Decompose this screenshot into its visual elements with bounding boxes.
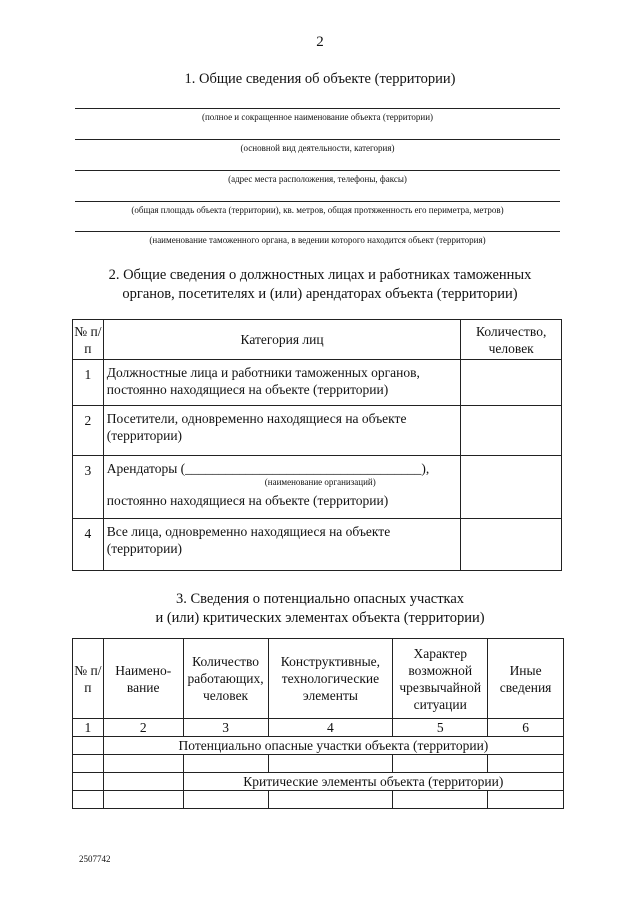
field-caption-3: (адрес места расположения, телефоны, факсы)	[228, 174, 407, 184]
header-name: Наимено-вание	[103, 639, 183, 719]
row-num: 3	[73, 456, 104, 519]
table-row	[73, 406, 562, 456]
header-emergency: Характер возможной чрезвычайной ситуации	[393, 639, 488, 719]
page-number: 2	[316, 34, 324, 50]
column-number: 1	[73, 719, 104, 737]
column-number: 6	[488, 719, 564, 737]
subheader-hazard-areas: Потенциально опасные участки объекта (территории)	[103, 737, 563, 755]
tenants-blank[interactable]: ___________________________________	[185, 461, 422, 476]
hazard-table	[72, 638, 564, 809]
field-caption-5: (наименование таможенного органа, в ведении которого находится объект (территория)	[149, 235, 486, 245]
column-number: 2	[103, 719, 183, 737]
header-elements: Конструктивные, технологические элементы	[268, 639, 393, 719]
field-line-4[interactable]	[75, 201, 560, 202]
tenants-line2: постоянно находящиеся на объекте (территории)	[106, 493, 389, 508]
column-number: 3	[183, 719, 268, 737]
field-line-5[interactable]	[75, 231, 560, 232]
header-category: Категория лиц	[103, 320, 461, 360]
row-num: 4	[73, 519, 104, 571]
section2-title-line2: органов, посетителях и (или) арендаторах объекта (территории)	[122, 286, 518, 302]
persons-table	[72, 319, 562, 571]
header-count: Количество, человек	[461, 320, 562, 360]
field-line-3[interactable]	[75, 170, 560, 171]
column-number: 4	[268, 719, 393, 737]
section3-title-line1: 3. Сведения о потенциально опасных участках	[175, 591, 465, 607]
table-row	[73, 456, 562, 519]
table-row[interactable]	[73, 791, 564, 809]
count-cell[interactable]	[461, 360, 562, 406]
count-cell[interactable]	[461, 406, 562, 456]
header-workers: Количество работающих, человек	[183, 639, 268, 719]
field-line-1[interactable]	[75, 108, 560, 109]
field-line-2[interactable]	[75, 139, 560, 140]
header-num: № п/п	[73, 639, 104, 719]
field-caption-4: (общая площадь объекта (территории), кв. метров, общая протяженность его периметра, метров)	[131, 205, 504, 215]
header-num: № п/п	[73, 320, 104, 360]
subheader-critical-elements: Критические элементы объекта (территории)	[183, 773, 563, 791]
table-row[interactable]	[73, 755, 564, 773]
section1-title: 1. Общие сведения об объекте (территории)	[184, 71, 456, 87]
tenants-close: ),	[421, 461, 430, 476]
row-category: Все лица, одновременно находящиеся на объекте (территории)	[103, 519, 461, 571]
row-category: Должностные лица и работники таможенных органов, постоянно находящиеся на объекте (территории)	[103, 360, 461, 406]
table-row	[73, 519, 562, 571]
table-row	[73, 360, 562, 406]
row-num: 1	[73, 360, 104, 406]
section3-title-line2: и (или) критических элементах объекта (территории)	[155, 610, 485, 626]
count-cell[interactable]	[461, 519, 562, 571]
header-other: Иные сведения	[488, 639, 564, 719]
row-category: Посетители, одновременно находящиеся на объекте (территории)	[103, 406, 461, 456]
section2-title-line1: 2. Общие сведения о должностных лицах и работниках таможенных	[108, 267, 532, 283]
document-code: 2507742	[79, 854, 111, 864]
column-number: 5	[393, 719, 488, 737]
field-caption-1: (полное и сокращенное наименование объекта (территории)	[201, 112, 434, 122]
tenants-caption: (наименование организаций)	[264, 477, 376, 487]
tenants-label: Арендаторы (	[106, 461, 186, 476]
count-cell[interactable]	[461, 456, 562, 519]
field-caption-2: (основной вид деятельности, категория)	[240, 143, 395, 153]
row-num: 2	[73, 406, 104, 456]
row-category	[103, 456, 461, 519]
